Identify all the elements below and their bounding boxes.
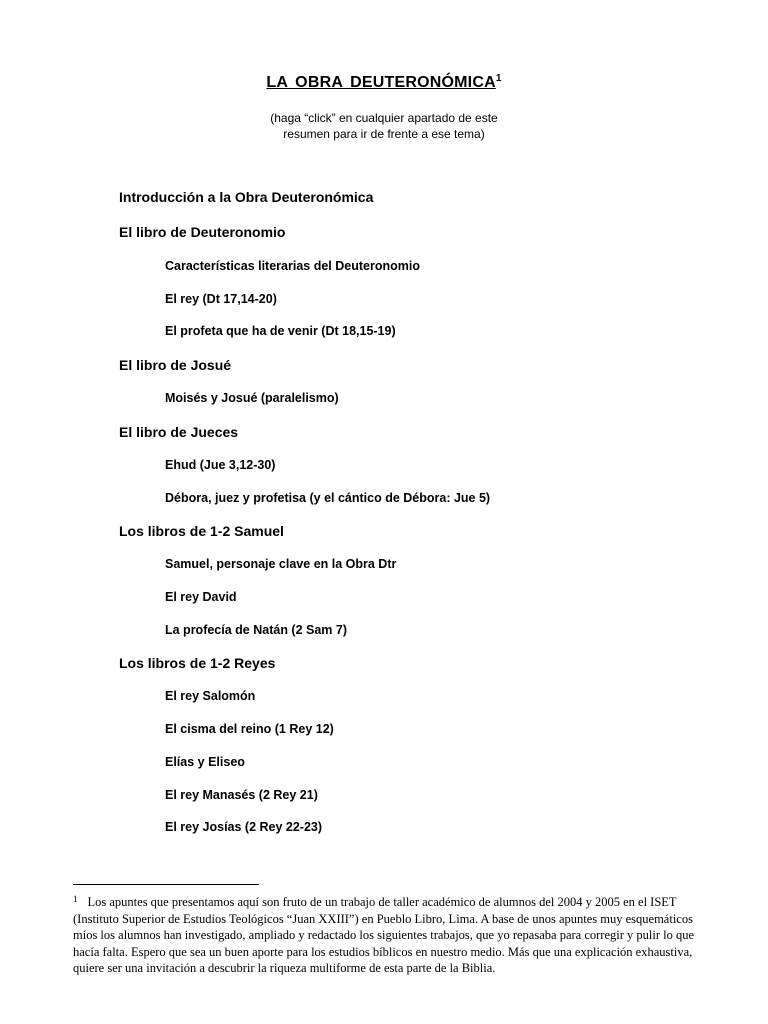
toc-subitem-ehud[interactable]: Ehud (Jue 3,12-30) [165,458,276,472]
toc-item-deuteronomio[interactable]: El libro de Deuteronomio [119,224,286,240]
footnote-separator [73,884,259,885]
toc-subitem-samuel-personaje[interactable]: Samuel, personaje clave en la Obra Dtr [165,557,397,571]
toc-subitem-rey-manases[interactable]: El rey Manasés (2 Rey 21) [165,788,318,802]
toc-subitem-rey-josias[interactable]: El rey Josías (2 Rey 22-23) [165,820,323,834]
toc-subitem-debora[interactable]: Débora, juez y profetisa (y el cántico de Débora: Jue 5) [165,491,491,505]
title-footnote-mark[interactable]: 1 [495,73,502,84]
toc-subitem-cisma-del-reino[interactable]: El cisma del reino (1 Rey 12) [165,722,334,736]
toc-item-samuel[interactable]: Los libros de 1-2 Samuel [119,523,284,539]
toc-item-josue[interactable]: El libro de Josué [119,357,232,373]
toc-subitem-profecia-natan[interactable]: La profecía de Natán (2 Sam 7) [165,623,348,637]
toc-subitem-rey-salomon[interactable]: El rey Salomón [165,689,256,703]
toc-subitem-el-profeta[interactable]: El profeta que ha de venir (Dt 18,15-19) [165,324,396,338]
footnote-mark: 1 [73,894,78,904]
toc-subitem-el-rey[interactable]: El rey (Dt 17,14-20) [165,292,277,306]
toc-item-reyes[interactable]: Los libros de 1-2 Reyes [119,655,276,671]
toc-subitem-moises-y-josue[interactable]: Moisés y Josué (paralelismo) [165,391,339,405]
footnote [73,891,703,977]
subtitle-line-1: (haga “click” en cualquier apartado de este [270,111,498,125]
subtitle-line-2: resumen para ir de frente a ese tema) [283,127,485,141]
toc-item-introduccion[interactable]: Introducción a la Obra Deuteronómica [119,189,374,205]
toc-subitem-caracteristicas-literarias[interactable]: Características literarias del Deuteronomio [165,259,420,273]
footnote-text: Los apuntes que presentamos aquí son fruto de un trabajo de taller académico de alumnos del 2004 y 2005 en el ISET (Instituto Superior de Estudios Teológicos “Juan XXIII”) en Pueblo Libro, Lima. A base de unos apuntes muy esquemáticos míos los alumnos han investigado, ampliado y redactado los siguientes trabajos, que yo repasaba para corregir y pulir lo que hacía falta. Espero que sea un buen aporte para los estudios bíblicos en nuestro medio. Más que una explicación exhaustiva, quiere ser una invitación a descubrir la riqueza multiforme de esta parte de la Biblia. [73,895,695,976]
toc-subitem-elias-y-eliseo[interactable]: Elías y Eliseo [165,755,245,769]
document-title-text: LA OBRA DEUTERONÓMICA [266,74,496,91]
toc-item-jueces[interactable]: El libro de Jueces [119,424,239,440]
toc-subitem-rey-david[interactable]: El rey David [165,590,237,604]
